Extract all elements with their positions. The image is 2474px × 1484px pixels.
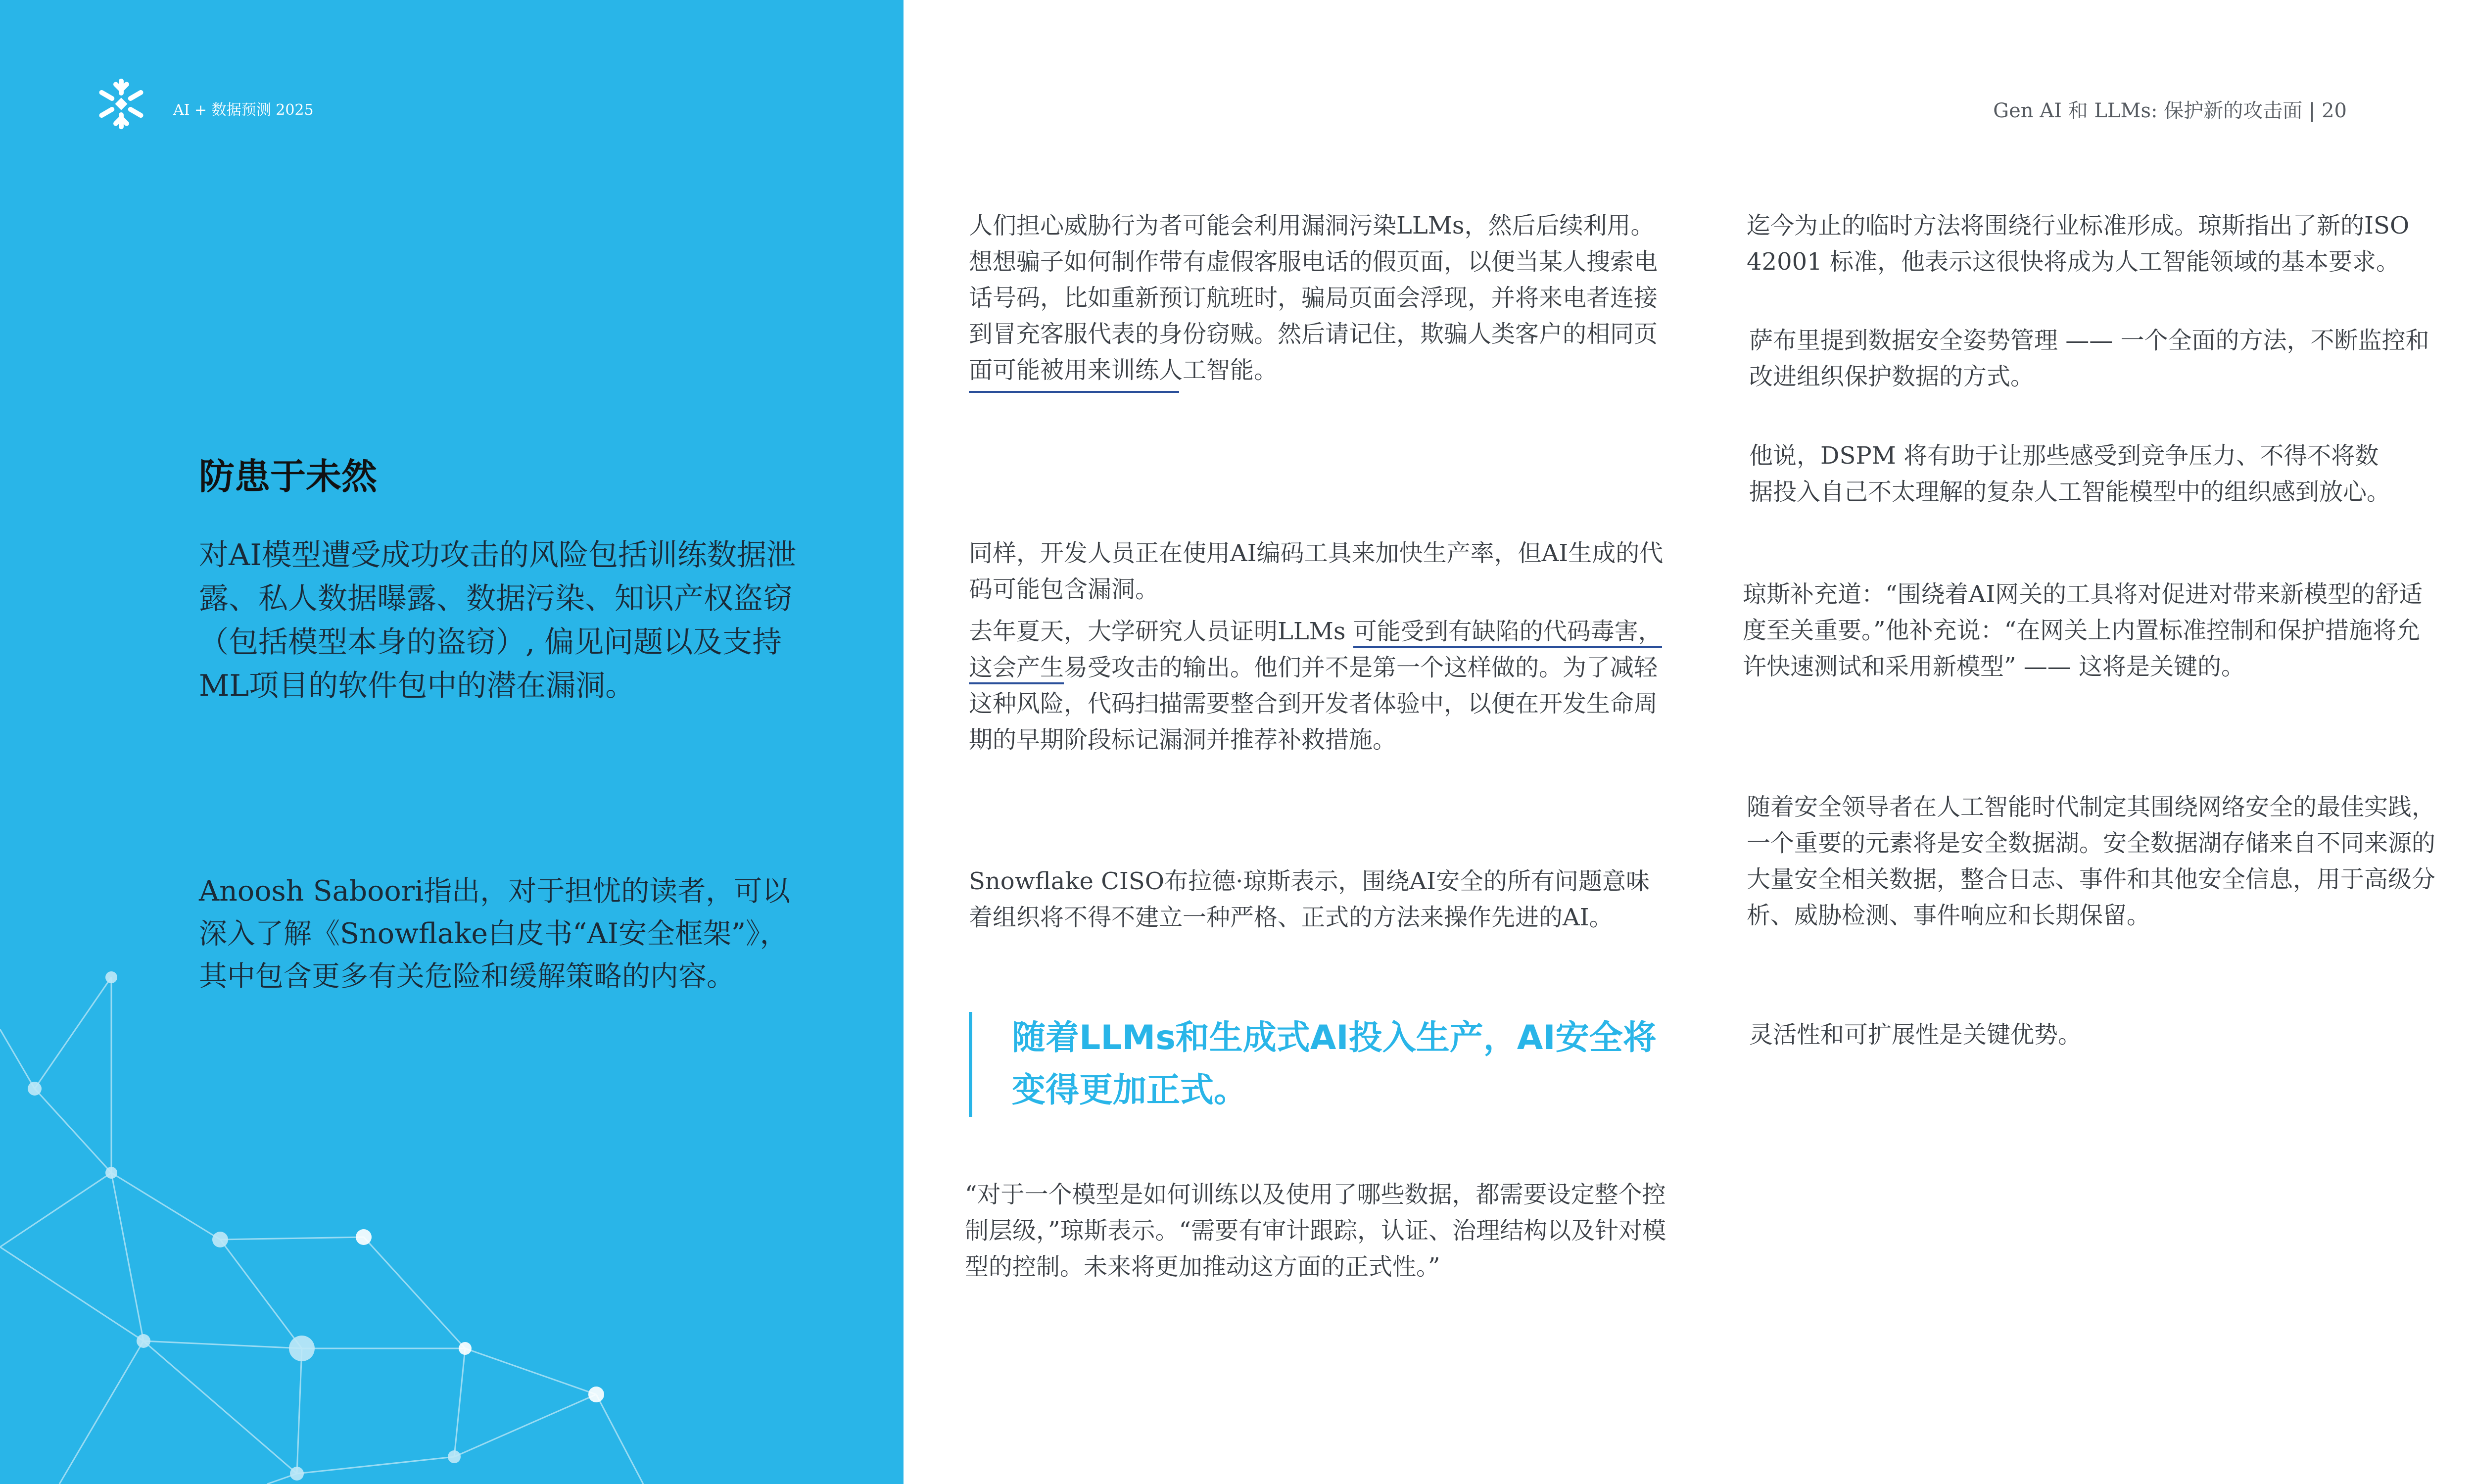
middle-paragraph-1: 人们担心威胁行为者可能会利用漏洞污染LLMs，然后后续利用。想想骗子如何制作带有虚假客服电话的假页面，以便当某人搜索电话号码，比如重新预订航班时，骗局页面会浮现，并将来电者连接到冒充客服代表的身份窃贼。然后请记住，欺骗人类客户的相同页面可能被用来训练人工智能。: [969, 212, 1658, 384]
whitepaper-note: Anoosh Saboori指出，对于担忧的读者，可以深入了解《Snowflake白皮书“AI安全框架”》，其中包含更多有关危险和缓解策略的内容。: [199, 875, 791, 993]
right-paragraph-2: 萨布里提到数据安全姿势管理 —— 一个全面的方法，不断监控和改进组织保护数据的方式。: [1749, 327, 2429, 390]
paragraph-3-end: 易受攻击的输出。他们并不是第一个这样做的。为了减轻这种风险，代码扫描需要整合到开发者体验中，以便在开发生命周期的早期阶段标记漏洞并推荐补救措施。: [969, 654, 1658, 754]
right-paragraph-4: 琼斯补充道：“围绕着AI网关的工具将对促进对带来新模型的舒适度至关重要。”他补充说：“在网关上内置标准控制和保护措施将允许快速测试和采用新模型” —— 这将是关键的。: [1743, 580, 2423, 680]
right-paragraph-1: 迄今为止的临时方法将围绕行业标准形成。琼斯指出了新的ISO 42001 标准，他表示这很快将成为人工智能领域的基本要求。: [1747, 212, 2410, 276]
middle-paragraph-5: “对于一个模型是如何训练以及使用了哪些数据，都需要设定整个控制层级，”琼斯表示。“需要有审计跟踪，认证、治理结构以及针对模型的控制。未来将更加推动这方面的正式性。”: [965, 1181, 1666, 1281]
lead-paragraph: 对AI模型遭受成功攻击的风险包括训练数据泄露、私人数据曝露、数据污染、知识产权盗窃（包括模型本身的盗窃）, 偏见问题以及支持ML项目的软件包中的潜在漏洞。: [199, 538, 797, 703]
research-link[interactable]: 可能受到有缺陷的代码毒害，这会产生: [969, 618, 1662, 684]
document-label: AI + 数据预测 2025: [173, 101, 314, 119]
middle-paragraph-2: 同样，开发人员正在使用AI编码工具来加快生产率，但AI生成的代码可能包含漏洞。: [969, 539, 1664, 603]
snowflake-logo-icon: [94, 77, 148, 131]
page-label: Gen AI 和 LLMs: 保护新的攻击面 | 20: [1993, 99, 2347, 122]
right-paragraph-5: 随着安全领导者在人工智能时代制定其围绕网络安全的最佳实践，一个重要的元素将是安全数据湖。安全数据湖存储来自不同来源的大量安全相关数据，整合日志、事件和其他安全信息，用于高级分析、威胁检测、事件响应和长期保留。: [1747, 793, 2436, 929]
link-underline: [969, 391, 1179, 393]
paragraph-3-start: 去年夏天，大学研究人员证明LLMs: [969, 618, 1353, 645]
right-paragraph-6: 灵活性和可扩展性是关键优势。: [1749, 1021, 2082, 1049]
pull-quote: 随着LLMs和生成式AI投入生产，AI安全将变得更加正式。: [969, 1012, 1662, 1117]
middle-paragraph-3: [969, 614, 1666, 758]
middle-paragraph-4: Snowflake CISO布拉德·琼斯表示，围绕AI安全的所有问题意味着组织将不得不建立一种严格、正式的方法来操作先进的AI。: [969, 867, 1650, 931]
left-blue-panel: [0, 0, 904, 1484]
right-paragraph-3: 他说，DSPM 将有助于让那些感受到竞争压力、不得不将数据投入自己不太理解的复杂人工智能模型中的组织感到放心。: [1749, 442, 2391, 506]
section-title: 防患于未然: [199, 456, 378, 497]
network-decoration: [0, 0, 904, 1484]
